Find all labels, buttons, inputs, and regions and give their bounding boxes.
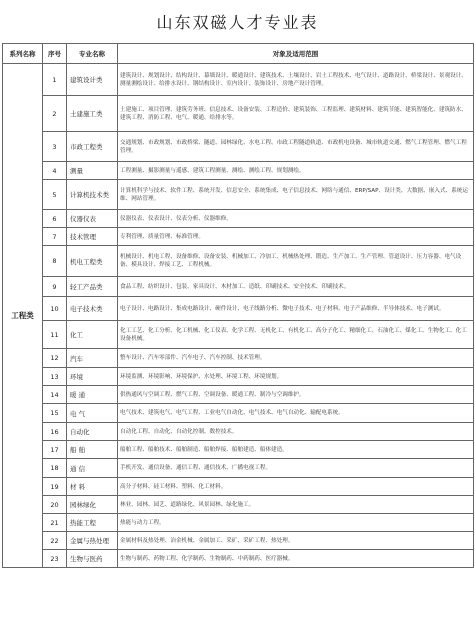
row-number: 18 <box>43 459 67 478</box>
scope-text: 高分子材料、硅工材料、塑料、化工材料。 <box>118 478 474 496</box>
row-number: 17 <box>43 441 67 459</box>
major-name: 生物与医药 <box>67 550 118 568</box>
header-scope: 对象及适用范围 <box>118 44 474 64</box>
table-header-row <box>3 44 474 64</box>
table-row <box>3 386 474 404</box>
header-category: 系列名称 <box>3 44 43 64</box>
table-row <box>3 64 474 96</box>
table-row <box>3 459 474 478</box>
major-name: 船 舶 <box>67 441 118 459</box>
major-name: 市政工程类 <box>67 132 118 162</box>
row-number: 2 <box>43 96 67 132</box>
row-number: 19 <box>43 478 67 496</box>
scope-text: 船舶工程、船舶技术、船舶制造、船舶焊接、船舶建造、船体建造。 <box>118 441 474 459</box>
table-row <box>3 180 474 210</box>
talent-major-table <box>2 43 474 568</box>
table-row <box>3 423 474 441</box>
scope-text: 自动化工程、自动化、自动化控制、数控技术。 <box>118 423 474 441</box>
major-name: 材 料 <box>67 478 118 496</box>
table-row <box>3 478 474 496</box>
major-name: 轻工产品类 <box>67 277 118 297</box>
row-number: 1 <box>43 64 67 96</box>
scope-text: 交通规划、市政规划、市政桥梁、隧道、园林绿化、水电工程、市政工程隧道轨道、市政机电设备、城市轨道交通、燃气工程管理、燃气工程管理。 <box>118 132 474 162</box>
table-row <box>3 532 474 550</box>
major-name: 自动化 <box>67 423 118 441</box>
scope-text: 食品工程、纺织设计、包装、家具设计、木材加工、造纸、印刷技术、安全技术、印刷技术。 <box>118 277 474 297</box>
major-name: 热能工程 <box>67 514 118 532</box>
table-row <box>3 96 474 132</box>
scope-text: 电子设计、电路设计、集成电路设计、硬件设计、电子线路分析、微电子技术、电子材料、电子产品维修、半导体技术、电子测试。 <box>118 297 474 321</box>
row-number: 4 <box>43 162 67 180</box>
row-number: 9 <box>43 277 67 297</box>
major-name: 环境 <box>67 368 118 386</box>
row-number: 6 <box>43 210 67 228</box>
major-name: 机电工程类 <box>67 246 118 277</box>
table-row <box>3 550 474 568</box>
table-row <box>3 321 474 349</box>
row-number: 10 <box>43 297 67 321</box>
scope-text: 生物与制药、药物工程、化学制药、生物制药、中药制药、医疗器械。 <box>118 550 474 568</box>
row-number: 7 <box>43 228 67 246</box>
row-number: 21 <box>43 514 67 532</box>
table-row <box>3 496 474 514</box>
header-number: 序号 <box>43 44 67 64</box>
table-row <box>3 514 474 532</box>
row-number: 3 <box>43 132 67 162</box>
scope-text: 建筑设计、规划设计、结构设计、幕墙设计、暖通设计、建筑技术、土壤设计、岩土工程技术、电气设计、道路设计、桥梁设计、景观设计、测量测绘设计、给排水设计、钢结构设计、室内设计、装饰设计、房地产设计管理。 <box>118 64 474 96</box>
table-row <box>3 297 474 321</box>
scope-text: 电气技术、建筑电气、电气工程、工业电气自动化、电气技术、电气自动化、输配电系统。 <box>118 404 474 423</box>
major-name: 暖 通 <box>67 386 118 404</box>
major-name: 电 气 <box>67 404 118 423</box>
scope-text: 金属材料及热处理、冶金机械、金属加工、采矿、采矿工程、热处理。 <box>118 532 474 550</box>
scope-text: 土建施工、项目管理、建筑劳务班、信息技术、设备安装、工程造价、建筑装饰、工程监理、建筑材料、建筑节能、建筑智能化、建筑防水、建筑工程、消防工程、电气、暖通、给排水等。 <box>118 96 474 132</box>
table-body <box>3 64 474 568</box>
table-row <box>3 246 474 277</box>
scope-text: 仪器仪表、仪表设计、仪表分析、仪器维修。 <box>118 210 474 228</box>
major-name: 建筑设计类 <box>67 64 118 96</box>
row-number: 5 <box>43 180 67 210</box>
scope-text: 供热通风与空调工程、燃气工程、空调设备、暖通工程、制冷与空调维护。 <box>118 386 474 404</box>
major-name: 化工 <box>67 321 118 349</box>
scope-text: 环境监测、环境影响、环境保护、水处理、环境工程、环境规划。 <box>118 368 474 386</box>
scope-text: 手机开发、通信设备、通信工程、通信技术、广播电视工程。 <box>118 459 474 478</box>
category-cell: 工程类 <box>3 64 43 568</box>
major-name: 金属与热处理 <box>67 532 118 550</box>
scope-text: 整车设计、汽车零部件、汽车电子、汽车控制、技术管理。 <box>118 349 474 368</box>
table-row <box>3 210 474 228</box>
major-name: 电子技术类 <box>67 297 118 321</box>
table-row <box>3 132 474 162</box>
scope-text: 林业、园林、园艺、道路绿化、风景园林、绿化施工。 <box>118 496 474 514</box>
major-name: 仪器仪表 <box>67 210 118 228</box>
row-number: 8 <box>43 246 67 277</box>
major-name: 技术管理 <box>67 228 118 246</box>
scope-text: 化工工艺、化工分析、化工机械、化工仪表、化学工程、无机化工、有机化工、高分子化工、精细化工、石油化工、煤化工、生物化工、化工设备机械。 <box>118 321 474 349</box>
table-row <box>3 441 474 459</box>
major-name: 汽车 <box>67 349 118 368</box>
row-number: 11 <box>43 321 67 349</box>
page-title: 山东双磁人才专业表 <box>156 13 319 32</box>
scope-text: 热能与动力工程。 <box>118 514 474 532</box>
row-number: 23 <box>43 550 67 568</box>
table-row <box>3 404 474 423</box>
row-number: 13 <box>43 368 67 386</box>
major-name: 计算机技术类 <box>67 180 118 210</box>
row-number: 15 <box>43 404 67 423</box>
row-number: 14 <box>43 386 67 404</box>
major-name: 测量 <box>67 162 118 180</box>
table-row <box>3 277 474 297</box>
table-row <box>3 349 474 368</box>
scope-text: 工程测量、摄影测量与遥感、建筑工程测量、测绘、测绘工程、规划测绘。 <box>118 162 474 180</box>
table-row <box>3 162 474 180</box>
scope-text: 计算机科学与技术、软件工程、系统开发、信息安全、系统集成、电子信息技术、网络与通信、ERP/SAP、设计类、大数据、嵌入式、系统运维、网站管理。 <box>118 180 474 210</box>
title-bar <box>0 0 475 43</box>
header-major: 专业名称 <box>67 44 118 64</box>
table-row <box>3 368 474 386</box>
scope-text: 机械设计、机电工程、设备维修、设备安装、机械加工、冷加工、机械热处理、锻造、生产加工、生产管理、管道设计、压力容器、电气设备、模具设计、焊接工艺、工程机械。 <box>118 246 474 277</box>
major-name: 土建施工类 <box>67 96 118 132</box>
row-number: 22 <box>43 532 67 550</box>
scope-text: 专利管理、质量管理、标准管理。 <box>118 228 474 246</box>
table-row <box>3 228 474 246</box>
row-number: 12 <box>43 349 67 368</box>
row-number: 16 <box>43 423 67 441</box>
major-name: 通 信 <box>67 459 118 478</box>
row-number: 20 <box>43 496 67 514</box>
major-name: 园林绿化 <box>67 496 118 514</box>
